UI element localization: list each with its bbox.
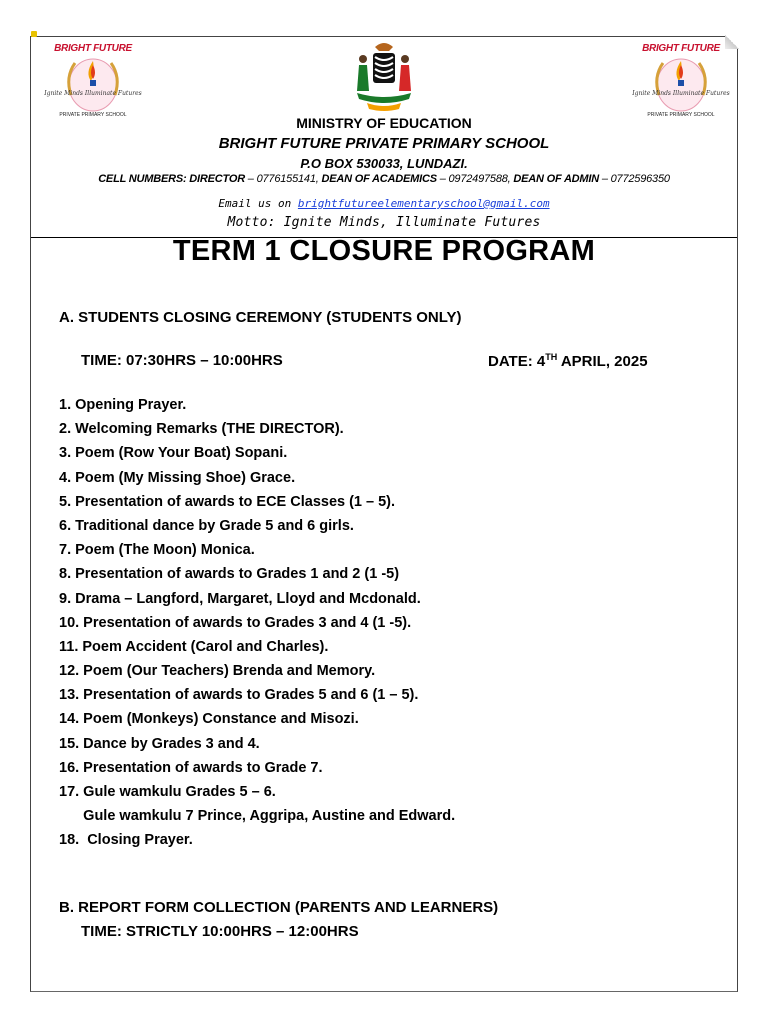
school-logo-left (44, 43, 142, 123)
section-a-heading: A. STUDENTS CLOSING CEREMONY (STUDENTS ONLY) (59, 309, 462, 326)
torch-wreath-icon (632, 55, 730, 113)
director-number: – 0776155141, (244, 173, 322, 185)
torch-wreath-icon (44, 55, 142, 113)
list-item: 11. Poem Accident (Carol and Charles). (59, 638, 329, 655)
list-item: 7. Poem (The Moon) Monica. (59, 542, 255, 559)
logo-title: BRIGHT FUTURE (54, 43, 132, 54)
section-b-heading: B. REPORT FORM COLLECTION (PARENTS AND LEARNERS) (59, 899, 499, 916)
list-item: 5. Presentation of awards to ECE Classes (1 – 5). (59, 493, 396, 510)
admin-number: – 0772596350 (599, 173, 670, 185)
logo-motto: Ignite Minds Illuminate Futures (44, 90, 142, 97)
section-a-date (488, 352, 648, 370)
list-item: 2. Welcoming Remarks (THE DIRECTOR). (59, 421, 344, 438)
section-b-time: TIME: STRICTLY 10:00HRS – 12:00HRS (81, 923, 359, 940)
list-item: 10. Presentation of awards to Grades 3 and 4 (1 -5). (59, 614, 412, 631)
list-item: 8. Presentation of awards to Grades 1 and 2 (1 -5) (59, 566, 400, 583)
ministry-heading: MINISTRY OF EDUCATION (296, 115, 472, 131)
date-suffix: APRIL, 2025 (557, 353, 648, 370)
list-item: 3. Poem (Row Your Boat) Sopani. (59, 445, 288, 462)
director-label: CELL NUMBERS: DIRECTOR (98, 173, 245, 185)
logo-caption: PRIVATE PRIMARY SCHOOL (647, 112, 715, 118)
list-item: 15. Dance by Grades 3 and 4. (59, 735, 260, 752)
school-name: BRIGHT FUTURE PRIVATE PRIMARY SCHOOL (218, 135, 550, 152)
corner-marker (31, 31, 37, 37)
date-prefix: DATE: 4 (488, 353, 546, 370)
program-list (59, 393, 455, 853)
list-item: 1. Opening Prayer. (59, 397, 187, 413)
page-corner-fold (725, 35, 739, 49)
coat-of-arms-icon (349, 39, 419, 113)
cell-numbers (31, 173, 737, 185)
page-title: TERM 1 CLOSURE PROGRAM (172, 235, 596, 267)
admin-label: DEAN OF ADMIN (513, 173, 599, 185)
list-item: Gule wamkulu 7 Prince, Aggripa, Austine and Edward. (59, 808, 456, 825)
academics-label: DEAN OF ACADEMICS (321, 173, 437, 185)
document-page (30, 36, 738, 992)
list-item: 4. Poem (My Missing Shoe) Grace. (59, 469, 296, 486)
motto: Motto: Ignite Minds, Illuminate Futures (227, 215, 541, 230)
list-item: 16. Presentation of awards to Grade 7. (59, 759, 323, 776)
logo-title: BRIGHT FUTURE (642, 43, 720, 54)
email-link[interactable]: brightfutureelementaryschool@gmail.com (297, 197, 550, 210)
academics-number: – 0972497588, (436, 173, 514, 185)
logo-motto: Ignite Minds Illuminate Futures (632, 90, 730, 97)
list-item: 9. Drama – Langford, Margaret, Lloyd and Mcdonald. (59, 590, 421, 607)
school-logo-right (632, 43, 730, 123)
list-item: 13. Presentation of awards to Grades 5 and 6 (1 – 5). (59, 687, 419, 704)
list-item: 17. Gule wamkulu Grades 5 – 6. (59, 784, 276, 800)
date-superscript: TH (545, 352, 558, 362)
po-box: P.O BOX 530033, LUNDAZI. (300, 156, 468, 171)
email-line (31, 197, 737, 210)
email-prefix: Email us on (218, 197, 298, 210)
list-item: 6. Traditional dance by Grade 5 and 6 girls. (59, 517, 354, 534)
list-item: 14. Poem (Monkeys) Constance and Misozi. (59, 711, 359, 728)
logo-caption: PRIVATE PRIMARY SCHOOL (59, 112, 127, 118)
list-item: 12. Poem (Our Teachers) Brenda and Memory. (59, 663, 376, 680)
section-a-time: TIME: 07:30HRS – 10:00HRS (81, 352, 283, 369)
list-item: 18. Closing Prayer. (59, 832, 193, 849)
